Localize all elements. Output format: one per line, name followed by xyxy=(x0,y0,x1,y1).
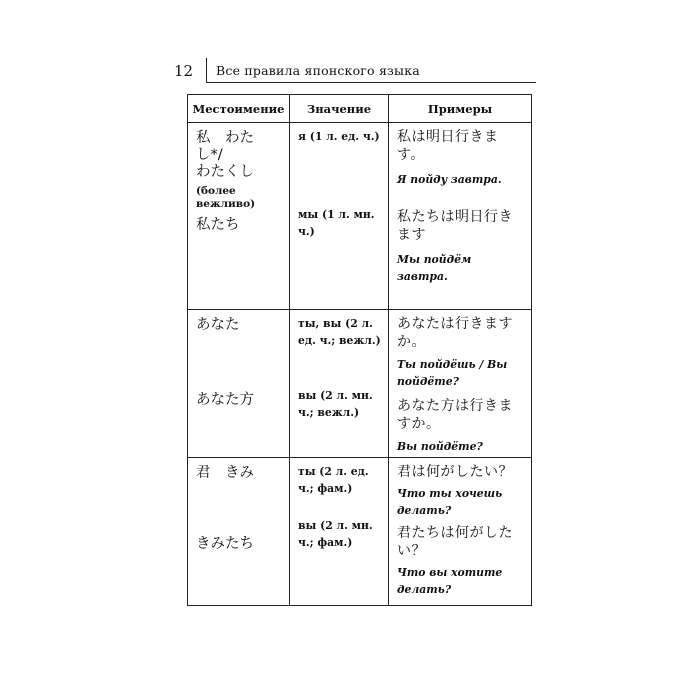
meaning: вы (2 л. мн. ч.; вежл.) xyxy=(298,389,373,419)
example-jp: 私は明日行きます。 xyxy=(397,129,499,163)
running-title: Все правила японского языка xyxy=(216,63,420,78)
pronoun-cell xyxy=(188,458,290,606)
pronoun-cell xyxy=(188,310,290,458)
pronoun: わたくし xyxy=(196,164,254,180)
column-header-examples: Примеры xyxy=(389,95,532,123)
examples-cell xyxy=(389,310,532,458)
example-ru: Что ты хочешь делать? xyxy=(397,487,503,517)
pronoun: し*/ xyxy=(196,147,223,163)
pronoun-table xyxy=(187,94,532,606)
example-jp: 君は何がしたい？ xyxy=(397,464,513,480)
meaning-cell xyxy=(290,458,389,606)
pronoun: 君 きみ xyxy=(196,465,254,481)
examples-cell xyxy=(389,123,532,310)
pronoun-cell xyxy=(188,123,290,310)
example-jp: あなたは行きますか。 xyxy=(397,316,513,350)
pronoun: あなた方 xyxy=(196,392,254,408)
meaning: я (1 л. ед. ч.) xyxy=(298,130,380,143)
pronoun: 私 わた xyxy=(196,130,254,146)
page-number: 12 xyxy=(174,62,194,80)
column-header-pronoun: Местоимение xyxy=(188,95,290,123)
example-ru: Мы пойдём завтра. xyxy=(397,253,472,283)
table-row xyxy=(188,123,532,310)
column-header-meaning: Значение xyxy=(290,95,389,123)
example-ru: Вы пойдёте? xyxy=(397,440,483,453)
meaning: ты, вы (2 л. ед. ч.; вежл.) xyxy=(298,317,381,347)
example-ru: Ты пойдёшь / Вы пойдёте? xyxy=(397,358,508,388)
pronoun: あなた xyxy=(196,317,240,333)
meaning-cell xyxy=(290,123,389,310)
meaning: мы (1 л. мн. ч.) xyxy=(298,208,375,238)
example-ru: Что вы хотите делать? xyxy=(397,566,503,596)
header-divider xyxy=(206,58,207,82)
table-row xyxy=(188,458,532,606)
examples-cell xyxy=(389,458,532,606)
meaning: вы (2 л. мн. ч.; фам.) xyxy=(298,519,373,549)
meaning: ты (2 л. ед. ч.; фам.) xyxy=(298,465,369,495)
meaning-cell xyxy=(290,310,389,458)
example-jp: 君たちは何がしたい？ xyxy=(397,525,513,559)
pronoun: きみたち xyxy=(196,536,254,552)
pronoun: 私たち xyxy=(196,217,240,233)
pronoun-note: (более вежливо) xyxy=(196,185,256,210)
page-header xyxy=(174,62,536,84)
header-rule xyxy=(206,82,536,83)
table-row xyxy=(188,310,532,458)
example-jp: あなた方は行きますか。 xyxy=(397,398,513,432)
table-header-row xyxy=(188,95,532,123)
example-ru: Я пойду завтра. xyxy=(397,173,502,186)
example-jp: 私たちは明日行きます xyxy=(397,209,513,243)
